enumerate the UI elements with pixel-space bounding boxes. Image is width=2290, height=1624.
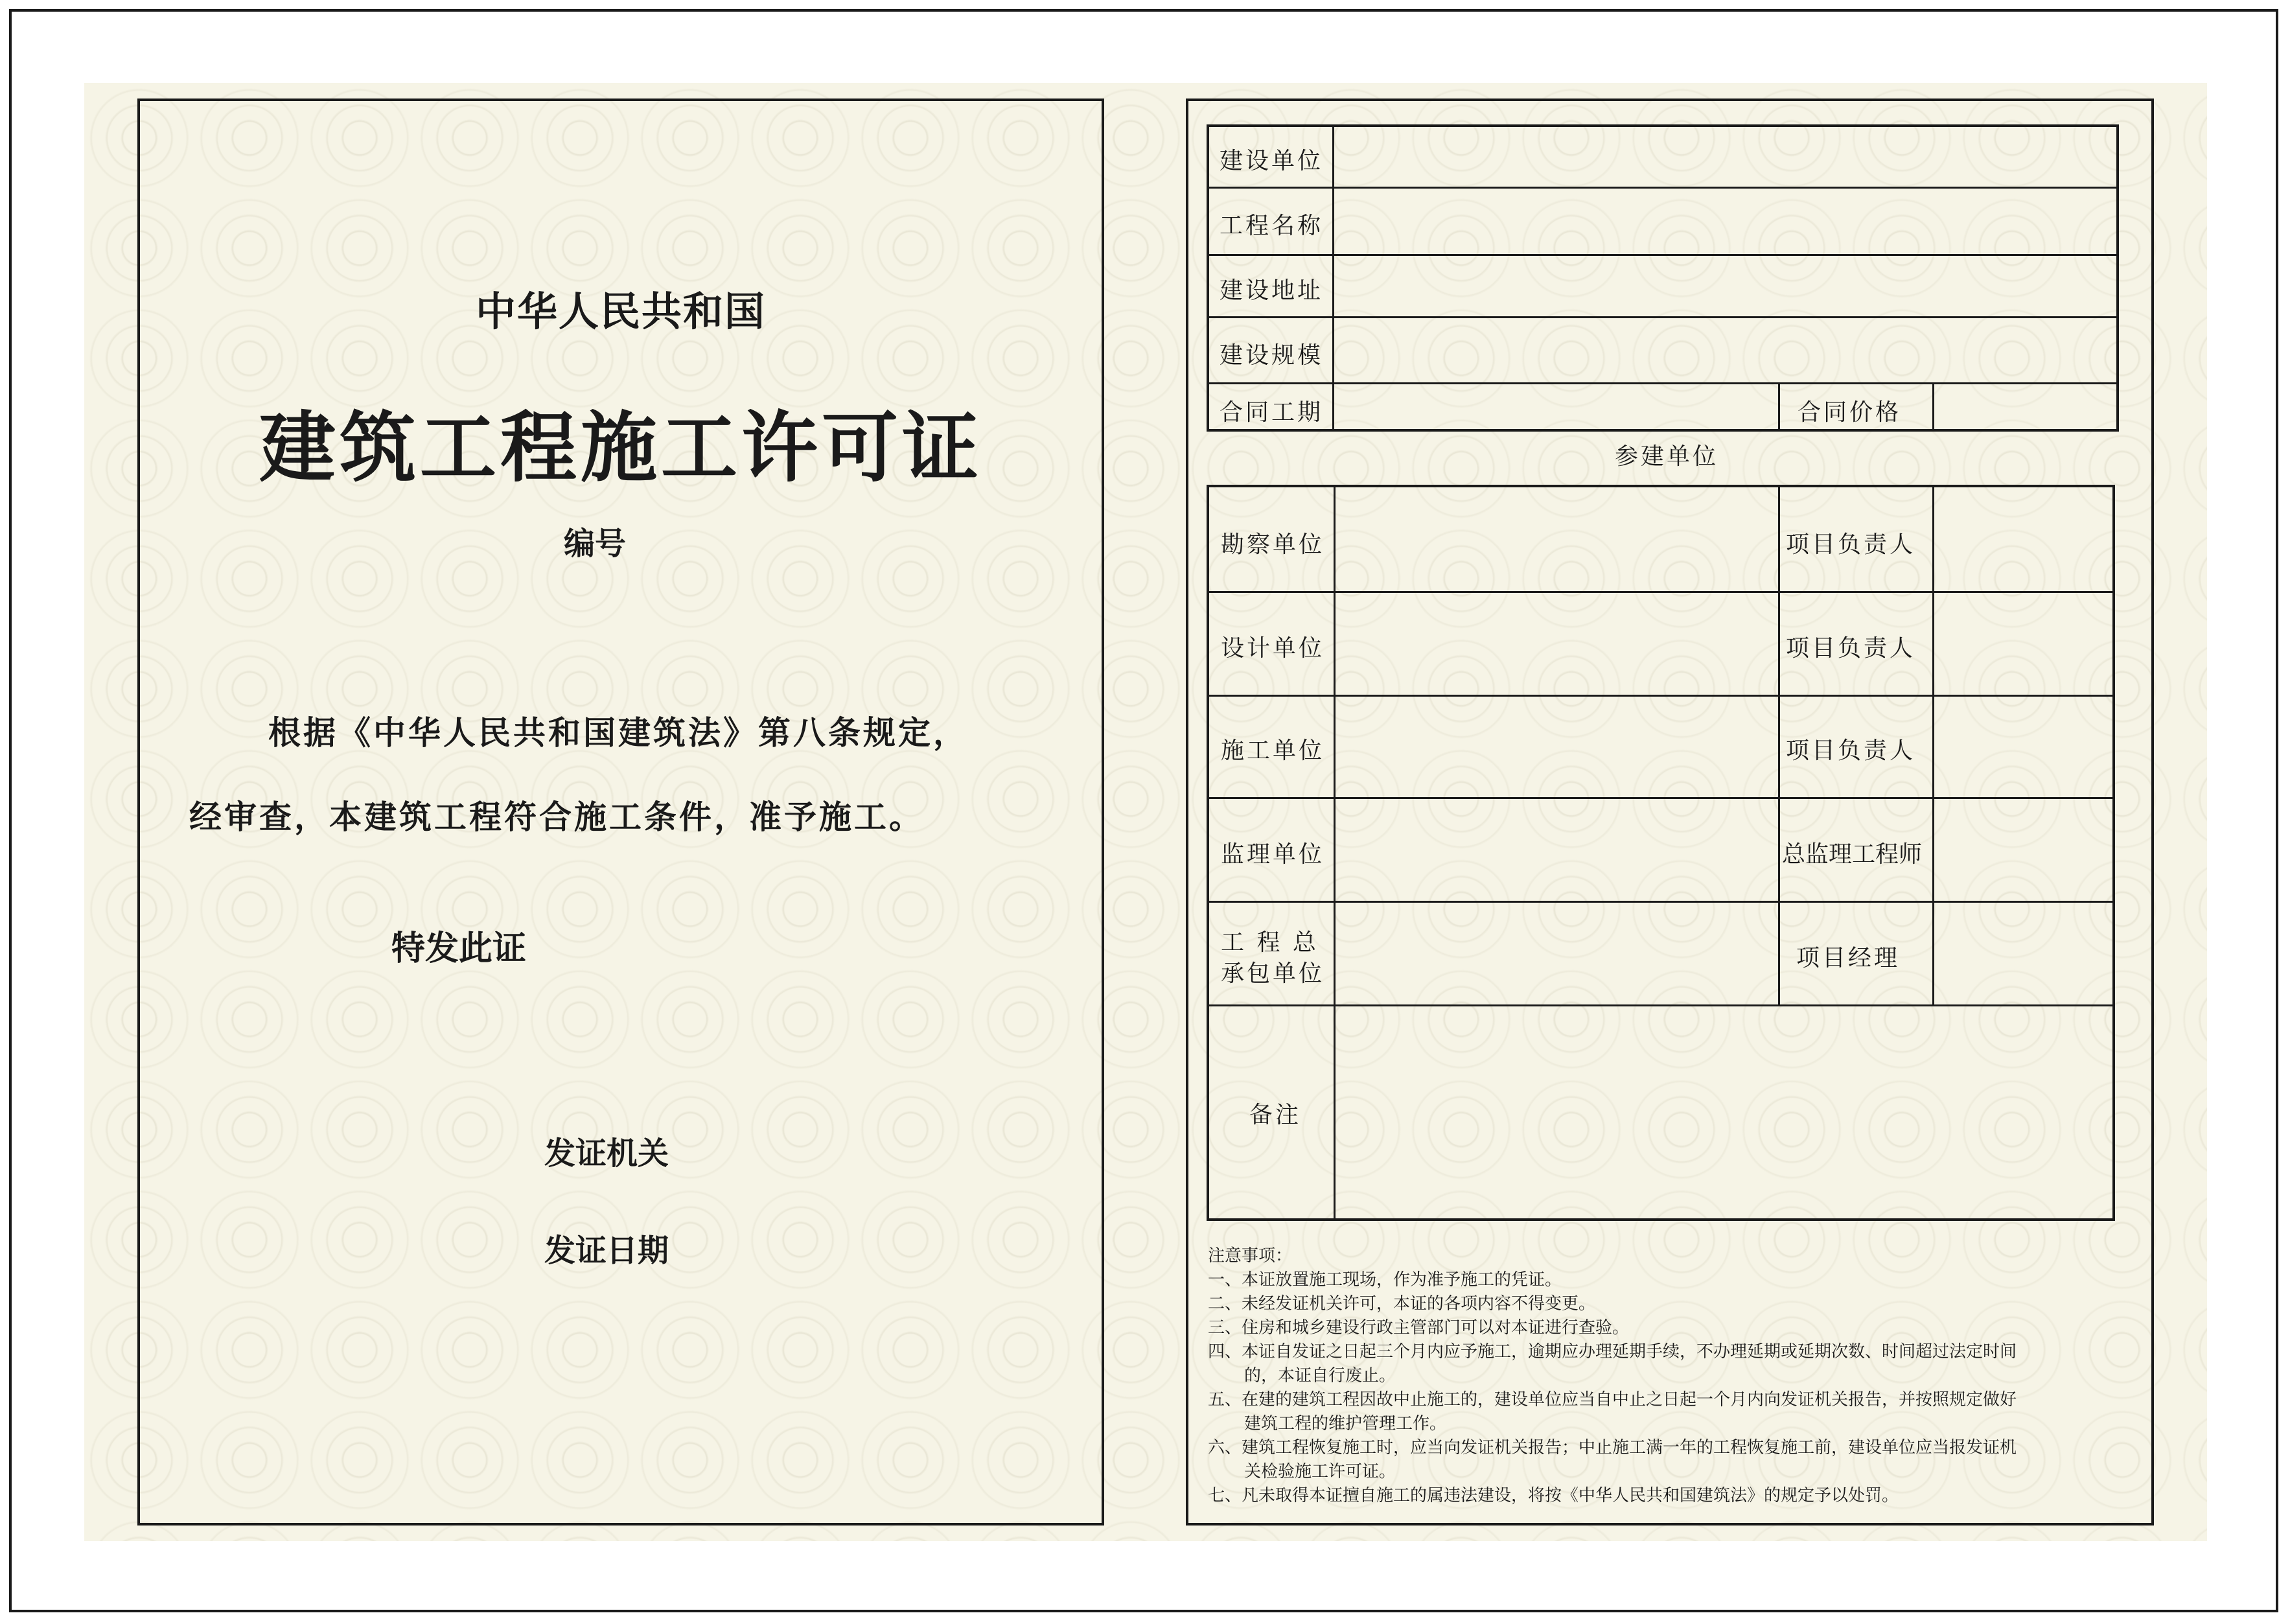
- issue-date-label: 发证日期: [544, 1233, 669, 1269]
- project-info-table: [1207, 124, 2119, 432]
- general-contractor-label-line-2: 承包单位: [1221, 960, 1325, 987]
- notice-title: 注意事项：: [1208, 1246, 1293, 1266]
- certificate-details-panel: [1186, 99, 2154, 1525]
- address-label: 建设地址: [1220, 277, 1324, 304]
- notice-item-continued: 关检验施工许可证。: [1244, 1462, 1396, 1481]
- certificate-cover-panel: [137, 99, 1104, 1525]
- country-title: 中华人民共和国: [475, 288, 766, 335]
- contract-period-label: 合同工期: [1220, 399, 1324, 426]
- participants-heading: 参建单位: [1615, 443, 1719, 470]
- design-lead-label: 项目负责人: [1786, 635, 1916, 662]
- body-text-line-1: 根据《中华人民共和国建筑法》第八条规定，: [268, 713, 968, 752]
- supervision-unit-label: 监理单位: [1221, 841, 1325, 868]
- notice-item-continued: 的，本证自行废止。: [1244, 1366, 1396, 1386]
- builder-label: 建设单位: [1220, 148, 1324, 174]
- issue-statement: 特发此证: [391, 929, 527, 968]
- notice-item: 三、住房和城乡建设行政主管部门可以对本证进行查验。: [1208, 1318, 1630, 1338]
- serial-number-label: 编号: [564, 526, 627, 562]
- notice-item: 七、凡未取得本证擅自施工的属违法建设，将按《中华人民共和国建筑法》的规定予以处罚。: [1208, 1486, 1899, 1505]
- construction-lead-label: 项目负责人: [1786, 737, 1916, 764]
- project-name-label: 工程名称: [1220, 213, 1324, 239]
- participants-table: [1207, 485, 2115, 1221]
- construction-unit-label: 施工单位: [1221, 737, 1325, 764]
- contract-price-label: 合同价格: [1798, 399, 1902, 426]
- notice-item: 二、未经发证机关许可，本证的各项内容不得变更。: [1208, 1294, 1596, 1314]
- notice-item: 四、本证自发证之日起三个月内应予施工，逾期应办理延期手续，不办理延期或延期次数、时间超过法定时间: [1208, 1342, 2017, 1362]
- notice-item: 六、建筑工程恢复施工时，应当向发证机关报告；中止施工满一年的工程恢复施工前，建设单位应当报发证机: [1208, 1438, 2017, 1457]
- remarks-label: 备注: [1249, 1102, 1302, 1128]
- issuing-authority-label: 发证机关: [544, 1135, 669, 1172]
- body-text-line-2: 经审查，本建筑工程符合施工条件，准予施工。: [189, 798, 924, 836]
- notice-item: 一、本证放置施工现场，作为准予施工的凭证。: [1208, 1270, 1562, 1290]
- general-contractor-label-line-1: 工 程 总: [1221, 929, 1319, 956]
- project-manager-label: 项目经理: [1796, 945, 1901, 971]
- chief-supervisor-label: 总监理工程师: [1782, 841, 1923, 868]
- notice-item: 五、在建的建筑工程因故中止施工的，建设单位应当自中止之日起一个月内向发证机关报告，并按照规定做好: [1208, 1390, 2017, 1409]
- document-title: 建筑工程施工许可证: [259, 402, 982, 493]
- design-unit-label: 设计单位: [1221, 635, 1325, 662]
- survey-unit-label: 勘察单位: [1221, 531, 1325, 558]
- scale-label: 建设规模: [1220, 342, 1324, 369]
- notice-item-continued: 建筑工程的维护管理工作。: [1244, 1414, 1447, 1433]
- survey-lead-label: 项目负责人: [1786, 531, 1916, 558]
